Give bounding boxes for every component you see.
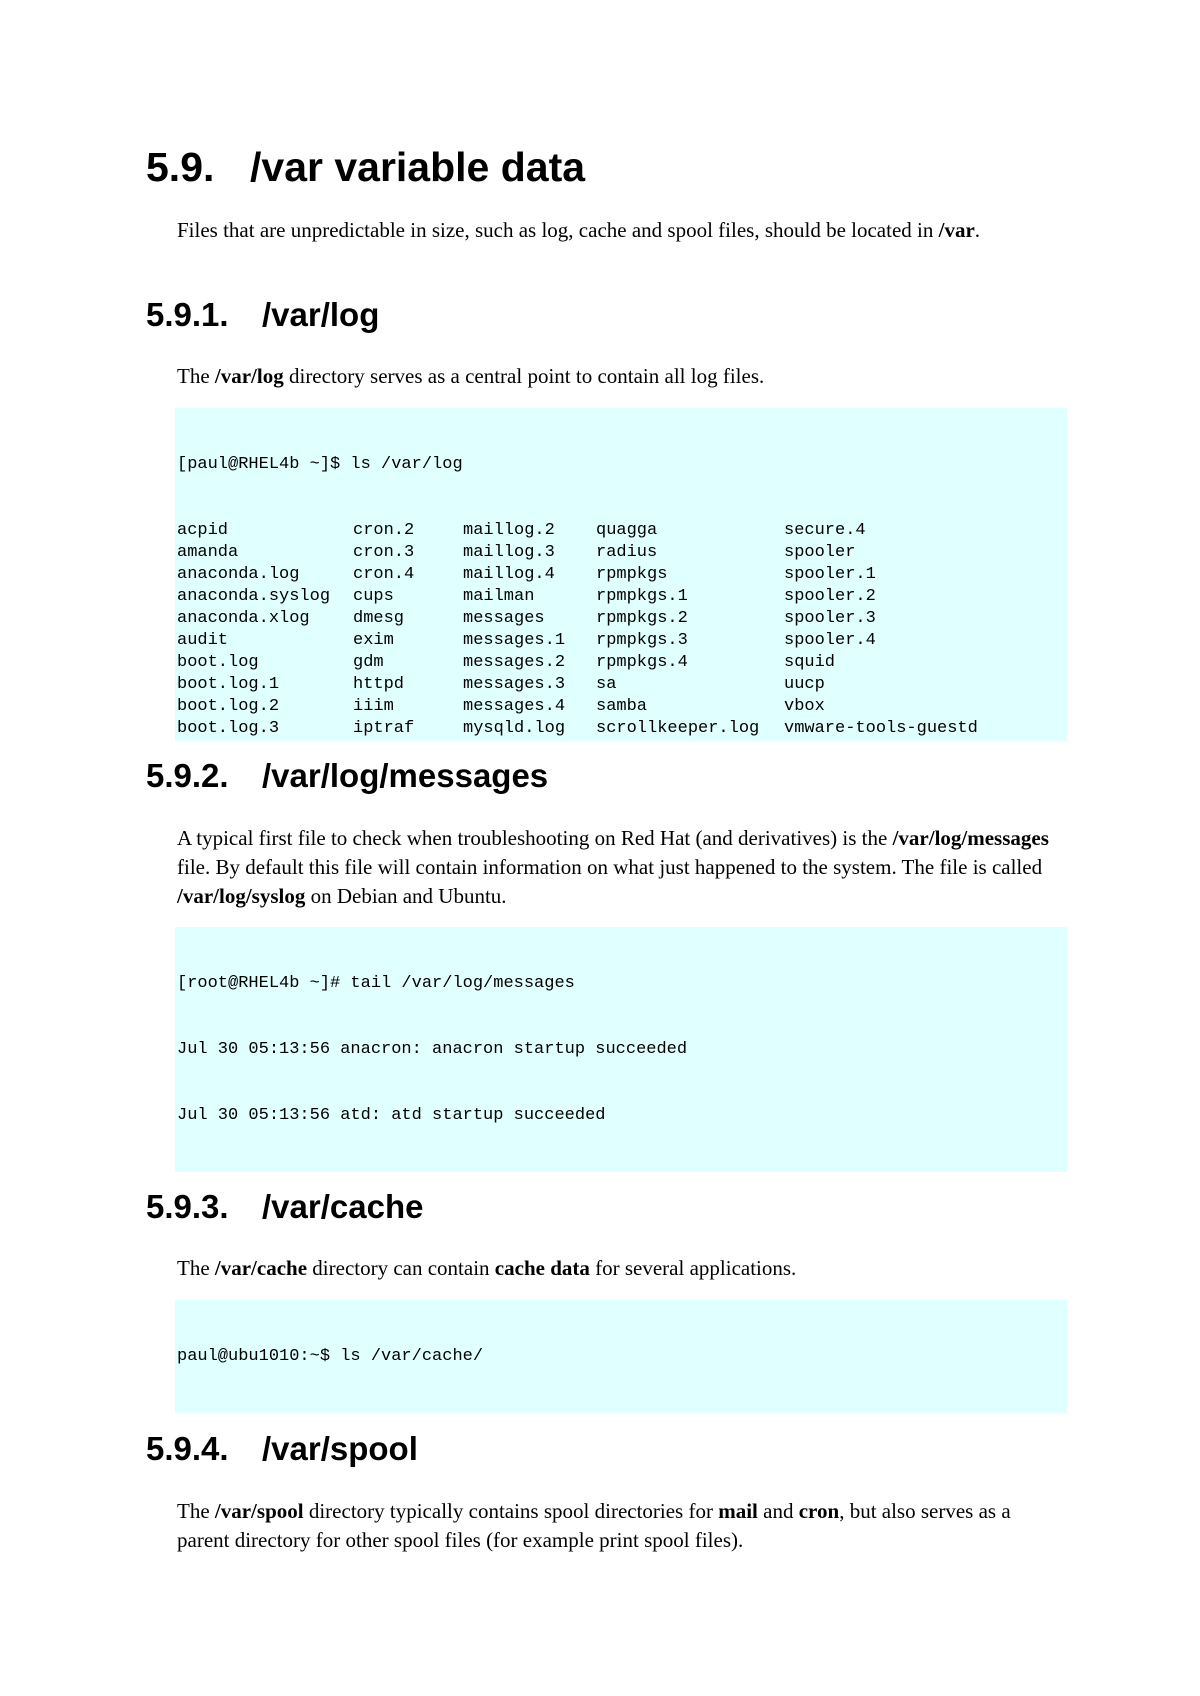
para-text: The [177, 364, 215, 388]
listing-column [531, 1412, 640, 1413]
listing-item: rpmpkgs.2 [596, 609, 688, 628]
para-text: and [757, 1499, 799, 1523]
var-log-paragraph [177, 362, 1067, 391]
subsection-title: /var/log/messages [262, 757, 549, 794]
listing-item [531, 1412, 640, 1413]
var-cache-paragraph [177, 1254, 1067, 1283]
para-path: /var/log/syslog [177, 884, 306, 908]
listing-item: acpid [177, 521, 229, 540]
screen-prompt: [paul@RHEL4b ~]$ ls /var/log [177, 455, 463, 474]
file-listing [177, 1412, 1065, 1413]
listing-item [640, 1412, 760, 1413]
listing-item: anaconda.xlog [177, 609, 310, 628]
listing-item: boot.log.1 [177, 675, 280, 694]
listing-item: squid [784, 653, 836, 672]
subsection-title: /var/spool [262, 1430, 418, 1467]
intro-text: Files that are unpredictable in size, such as log, cache and spool files, should be located in [177, 218, 939, 242]
listing-item: anaconda.syslog [177, 587, 331, 606]
listing-item: exim [353, 631, 394, 650]
section-number: 5.9. [146, 144, 215, 190]
var-log-screen [175, 408, 1067, 741]
listing-item: vmware-tools-guestd [784, 719, 978, 738]
section-heading [146, 144, 585, 191]
listing-item: amanda [177, 543, 239, 562]
listing-item [353, 740, 463, 741]
var-cache-screen [175, 1300, 1067, 1413]
screen-prompt: paul@ubu1010:~$ ls /var/cache/ [177, 1347, 484, 1366]
listing-item: spooler.1 [784, 565, 876, 584]
intro-paragraph [177, 216, 1067, 245]
listing-item: rpmpkgs.3 [596, 631, 688, 650]
listing-item: boot.log [177, 653, 259, 672]
listing-item: iptraf [353, 719, 415, 738]
listing-item: messages.3 [463, 675, 566, 694]
para-term: mail [718, 1499, 758, 1523]
para-text: on Debian and Ubuntu. [305, 884, 507, 908]
subsection-title: /var/cache [262, 1188, 424, 1225]
listing-item: spooler.3 [784, 609, 876, 628]
para-text: file. By default this file will contain information on what just happened to the system. The file is called [177, 855, 1043, 879]
listing-item: sa [596, 675, 617, 694]
listing-item: messages.2 [463, 653, 566, 672]
log-line: Jul 30 05:13:56 anacron: anacron startup succeeded [177, 1040, 688, 1059]
listing-item: boot.log.2 [177, 697, 280, 716]
listing-item: rpmpkgs.4 [596, 653, 688, 672]
subsection-title: /var/log [262, 296, 380, 333]
listing-item: maillog.4 [463, 565, 555, 584]
para-text: , but also serves as a parent directory for other spool files (for example print spool files). [177, 1499, 1011, 1552]
subsection-number: 5.9.1. [146, 296, 229, 333]
listing-column [177, 520, 353, 741]
screen-prompt: [root@RHEL4b ~]# tail /var/log/messages [177, 974, 575, 993]
listing-item [277, 1412, 531, 1413]
listing-item: dmesg [353, 609, 405, 628]
listing-item: iiim [353, 697, 394, 716]
intro-path: /var [938, 218, 975, 242]
var-log-messages-screen [175, 927, 1067, 1172]
subsection-heading-var-cache [146, 1188, 423, 1226]
listing-item [463, 740, 596, 741]
para-text: directory typically contains spool directories for [303, 1499, 719, 1523]
file-listing [177, 520, 1065, 741]
listing-column [640, 1412, 760, 1413]
listing-column [596, 520, 784, 741]
subsection-heading-var-spool [146, 1430, 418, 1468]
listing-item: maillog.3 [463, 543, 555, 562]
listing-item: messages.1 [463, 631, 566, 650]
section-title: /var variable data [250, 144, 586, 190]
listing-item: mailman [463, 587, 535, 606]
listing-item: boot.log.3 [177, 719, 280, 738]
subsection-heading-var-log-messages [146, 757, 548, 795]
listing-item: uucp [784, 675, 825, 694]
para-text: The [177, 1499, 215, 1523]
listing-item: secure.4 [784, 521, 866, 540]
listing-column [277, 1412, 531, 1413]
para-term: cron [798, 1499, 840, 1523]
log-line: Jul 30 05:13:56 atd: atd startup succeeded [177, 1106, 606, 1125]
para-path: /var/cache [214, 1256, 308, 1280]
listing-item: cron.3 [353, 543, 415, 562]
subsection-number: 5.9.4. [146, 1430, 229, 1467]
listing-item [596, 740, 784, 741]
listing-item: samba [596, 697, 648, 716]
listing-column [760, 1412, 960, 1413]
listing-item [177, 740, 353, 741]
subsection-number: 5.9.2. [146, 757, 229, 794]
listing-item: gdm [353, 653, 384, 672]
listing-item: rpmpkgs [596, 565, 668, 584]
listing-item: spooler [784, 543, 856, 562]
para-text: directory serves as a central point to contain all log files. [283, 364, 765, 388]
listing-item: audit [177, 631, 229, 650]
para-path: /var/log [214, 364, 284, 388]
listing-item: vbox [784, 697, 825, 716]
listing-item [784, 740, 1044, 741]
subsection-number: 5.9.3. [146, 1188, 229, 1225]
listing-item: maillog.2 [463, 521, 555, 540]
listing-item: mysqld.log [463, 719, 566, 738]
listing-column [353, 520, 463, 741]
listing-item: quagga [596, 521, 658, 540]
para-path: /var/log/messages [892, 826, 1049, 850]
listing-item: cron.4 [353, 565, 415, 584]
listing-item: anaconda.log [177, 565, 300, 584]
listing-item: radius [596, 543, 658, 562]
listing-item [760, 1412, 960, 1413]
intro-text-end: . [974, 218, 981, 242]
listing-column [784, 520, 1044, 741]
para-text: The [177, 1256, 215, 1280]
listing-column [463, 520, 596, 741]
listing-item: spooler.2 [784, 587, 876, 606]
para-text: for several applications. [589, 1256, 797, 1280]
para-path: /var/spool [214, 1499, 304, 1523]
var-log-messages-paragraph [177, 824, 1067, 911]
listing-item: scrollkeeper.log [596, 719, 760, 738]
listing-item: spooler.4 [784, 631, 876, 650]
listing-item: cups [353, 587, 394, 606]
listing-item: messages [463, 609, 545, 628]
listing-item: messages.4 [463, 697, 566, 716]
var-spool-paragraph [177, 1497, 1067, 1555]
listing-item [177, 1412, 277, 1413]
listing-item: httpd [353, 675, 405, 694]
para-term: cache data [494, 1256, 590, 1280]
log-line [177, 1171, 1065, 1172]
listing-item: cron.2 [353, 521, 415, 540]
subsection-heading-var-log [146, 296, 379, 334]
listing-column [177, 1412, 277, 1413]
para-text: directory can contain [307, 1256, 495, 1280]
listing-item: rpmpkgs.1 [596, 587, 688, 606]
para-text: A typical first file to check when troubleshooting on Red Hat (and derivatives) is the [177, 826, 893, 850]
